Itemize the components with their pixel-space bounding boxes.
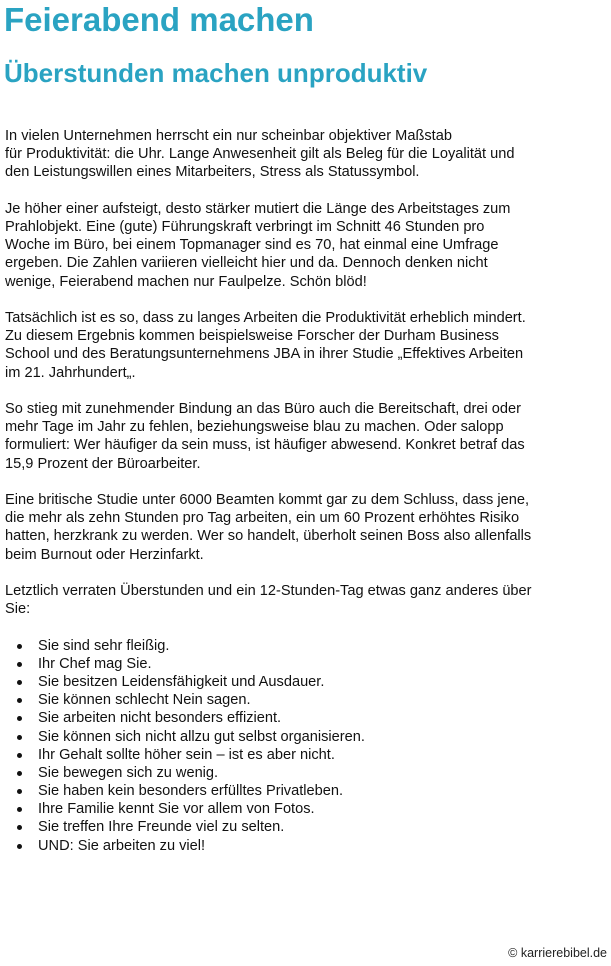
text-line: im 21. Jahrhundert„. <box>5 364 136 381</box>
list-item: Ihre Familie kennt Sie vor allem von Fotos. <box>5 800 611 818</box>
text-line: Tatsächlich ist es so, dass zu langes Arbeiten die Produktivität erheblich mindert. <box>5 310 526 326</box>
list-item: Sie besitzen Leidensfähigkeit und Ausdauer. <box>5 673 611 691</box>
page-title: Feierabend machen <box>4 1 314 38</box>
text-line: So stieg mit zunehmender Bindung an das Büro auch die Bereitschaft, drei oder <box>5 401 521 417</box>
list-item: Sie arbeiten nicht besonders effizient. <box>5 709 611 727</box>
list-item: Sie treffen Ihre Freunde viel zu selten. <box>5 818 611 836</box>
list-item: Sie bewegen sich zu wenig. <box>5 764 611 782</box>
text-line: Zu diesem Ergebnis kommen beispielsweise Forscher der Durham Business <box>5 328 499 345</box>
text-line: hatten, herzkrank zu werden. Wer so handelt, überholt seinen Boss also allenfalls <box>5 528 532 545</box>
text-line: 15,9 Prozent der Büroarbeiter. <box>5 455 201 472</box>
list-item: Ihr Chef mag Sie. <box>5 655 611 673</box>
bullet-list <box>5 637 611 855</box>
text-line: School und des Beratungsunternehmens JBA in ihrer Studie „Effektives Arbeiten <box>5 346 524 363</box>
text-line: Eine britische Studie unter 6000 Beamten kommt gar zu dem Schluss, dass jene, <box>5 492 530 508</box>
list-item: Sie können schlecht Nein sagen. <box>5 691 611 709</box>
copyright-footer: © karrierebibel.de <box>508 946 607 960</box>
text-line: wenige, Feierabend machen nur Faulpelze. Schön blöd! <box>5 273 367 290</box>
article-body <box>5 127 611 855</box>
text-line: Prahlobjekt. Eine (gute) Führungskraft verbringt im Schnitt 46 Stunden pro <box>5 219 485 235</box>
text-line: ergeben. Die Zahlen variieren vielleicht hier und da. Dennoch denken nicht <box>5 255 488 272</box>
text-line: Woche im Büro, bei einem Topmanager sind es 70, hat einmal eine Umfrage <box>5 237 499 254</box>
paragraph-6 <box>5 582 611 618</box>
text-line: Je höher einer aufsteigt, desto stärker mutiert die Länge des Arbeitstages zum <box>5 200 511 217</box>
paragraph-2 <box>5 200 611 291</box>
text-line: formuliert: Wer häufiger da sein muss, ist häufiger abwesend. Konkret betraf das <box>5 437 525 454</box>
paragraph-4 <box>5 400 611 473</box>
text-line: die mehr als zehn Stunden pro Tag arbeiten, ein um 60 Prozent erhöhtes Risiko <box>5 510 520 527</box>
text-line: beim Burnout oder Herzinfarkt. <box>5 546 204 563</box>
list-item: Sie können sich nicht allzu gut selbst organisieren. <box>5 728 611 746</box>
text-line: Letztlich verraten Überstunden und ein 12-Stunden-Tag etwas ganz anderes über <box>5 583 532 599</box>
text-line: für Produktivität: die Uhr. Lange Anwesenheit gilt als Beleg für die Loyalität und <box>5 146 515 163</box>
text-line: Sie: <box>5 601 31 618</box>
text-line: mehr Tage im Jahr zu fehlen, beziehungsweise blau zu machen. Oder salopp <box>5 419 504 436</box>
list-item: UND: Sie arbeiten zu viel! <box>5 837 611 855</box>
paragraph-5 <box>5 491 611 564</box>
list-item: Sie sind sehr fleißig. <box>5 637 611 655</box>
text-line: In vielen Unternehmen herrscht ein nur scheinbar objektiver Maßstab <box>5 128 452 144</box>
list-item: Ihr Gehalt sollte höher sein – ist es aber nicht. <box>5 746 611 764</box>
list-item: Sie haben kein besonders erfülltes Privatleben. <box>5 782 611 800</box>
paragraph-1 <box>5 127 611 182</box>
paragraph-3 <box>5 309 611 382</box>
page-subtitle: Überstunden machen unproduktiv <box>4 58 428 88</box>
text-line: den Leistungswillen eines Mitarbeiters, Stress als Statussymbol. <box>5 164 420 181</box>
